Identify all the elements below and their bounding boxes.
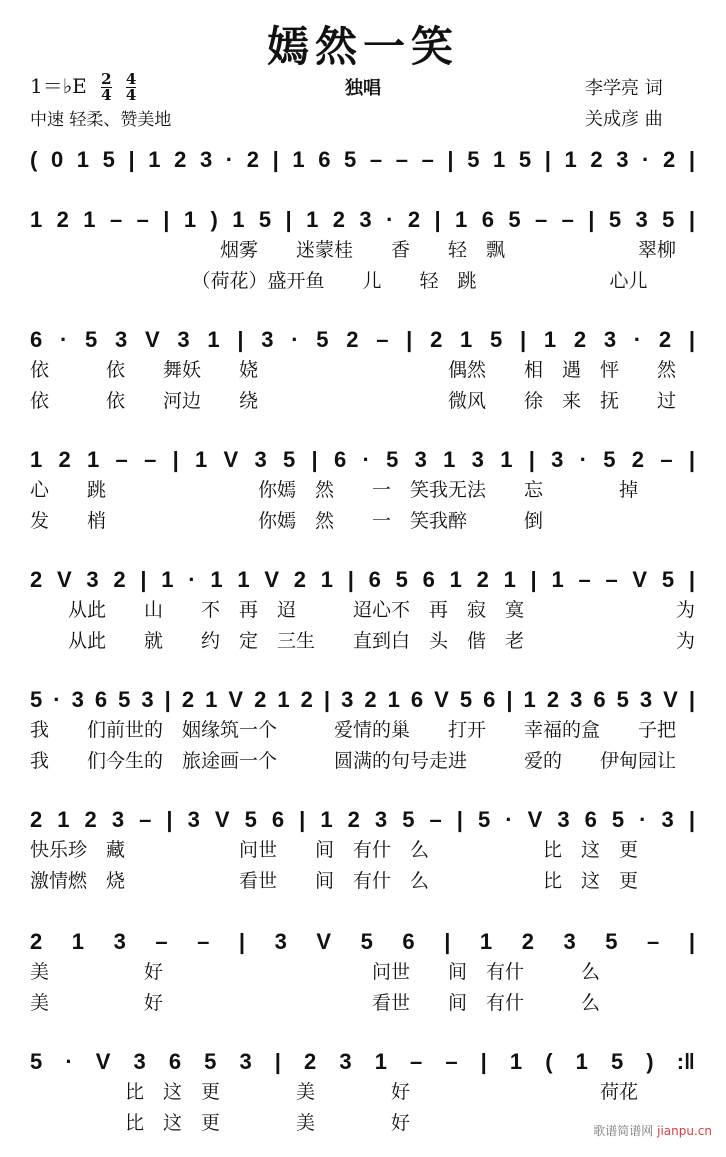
lyric-line: （荷花）盛开鱼 儿 轻 跳 心儿 bbox=[30, 270, 648, 292]
ts-top: 4 bbox=[125, 70, 137, 88]
watermark bbox=[593, 1122, 712, 1139]
lyric-line: 依 依 舞妖 娆 偶然 相 遇 怦 然 bbox=[30, 359, 677, 381]
lyric-line: 我 们前世的 姻缘筑一个 爱情的巢 打开 幸福的盒 子把 bbox=[30, 719, 677, 741]
lyric-line: 美 好 看世 间 有什 么 bbox=[30, 992, 601, 1014]
notation-system-6: 5 · 3 6 5 3 | 2 1 V 2 1 2 | 3 2 1 6 V 5 6 | 1 2 3 6 5 3 V | bbox=[30, 687, 695, 712]
lyric-line: 从此 山 不 再 迢 迢心不 再 寂 寞 为 bbox=[30, 599, 696, 621]
performance-type: 独唱 bbox=[345, 78, 381, 99]
lyric-line: 美 好 问世 间 有什 么 bbox=[30, 961, 601, 983]
lyric-line: 依 依 河边 绕 微风 徐 来 抚 过 bbox=[30, 390, 677, 412]
ts-top: 2 bbox=[101, 70, 112, 88]
key: 1＝♭E bbox=[30, 74, 87, 98]
notation-system-1: ( 0 1 5 | 1 2 3 · 2 | 1 6 5 – – – | 5 1 5 | 1 2 3 · 2 | bbox=[30, 147, 695, 172]
notation-system-7: 2 1 2 3 – | 3 V 5 6 | 1 2 3 5 – | 5 · V 3 6 5 · 3 | bbox=[30, 807, 695, 832]
lyric-line: 烟雾 迷蒙桂 香 轻 飘 翠柳 bbox=[30, 239, 677, 261]
notation-system-4: 1 2 1 – – | 1 V 3 5 | 6 · 5 3 1 3 1 | 3 · 5 2 – | bbox=[30, 447, 695, 472]
lyric-line: 激情燃 烧 看世 间 有什 么 比 这 更 bbox=[30, 870, 639, 892]
lyric-line: 比 这 更 美 好 bbox=[30, 1112, 411, 1134]
notation-system-9: 5 · V 3 6 5 3 | 2 3 1 – – | 1 ( 1 5 ) :‖ bbox=[30, 1049, 695, 1074]
ts-bottom: 4 bbox=[125, 86, 137, 104]
notation-system-2: 1 2 1 – – | 1 ) 1 5 | 1 2 3 · 2 | 1 6 5 – – | 5 3 5 | bbox=[30, 207, 695, 232]
song-title: 嫣然一笑 bbox=[266, 22, 459, 71]
lyric-line: 心 跳 你嫣 然 一 笑我无法 忘 掉 bbox=[30, 479, 639, 501]
tempo-marking: 中速 轻柔、赞美地 bbox=[30, 110, 172, 130]
composer: 关成彦 曲 bbox=[585, 109, 663, 130]
lyric-line: 发 梢 你嫣 然 一 笑我醉 倒 bbox=[30, 510, 544, 532]
lyric-line: 我 们今生的 旅途画一个 圆满的句号走进 爱的 伊甸园让 bbox=[30, 750, 677, 772]
notation-system-3: 6 · 5 3 V 3 1 | 3 · 5 2 – | 2 1 5 | 1 2 3 · 2 | bbox=[30, 327, 695, 352]
watermark-cn: 歌谱简谱网 bbox=[593, 1124, 654, 1138]
lyric-line: 快乐珍 藏 问世 间 有什 么 比 这 更 bbox=[30, 839, 639, 861]
watermark-url: jianpu.cn bbox=[657, 1124, 712, 1138]
lyric-line: 比 这 更 美 好 荷花 bbox=[30, 1081, 639, 1103]
notation-system-5: 2 V 3 2 | 1 · 1 1 V 2 1 | 6 5 6 1 2 1 | 1 – – V 5 | bbox=[30, 567, 695, 592]
lyric-line: 从此 就 约 定 三生 直到白 头 偕 老 为 bbox=[30, 630, 696, 652]
lyricist: 李学亮 词 bbox=[585, 78, 663, 99]
notation-system-8: 2 1 3 – – | 3 V 5 6 | 1 2 3 5 – | bbox=[30, 929, 695, 954]
ts-bottom: 4 bbox=[101, 86, 112, 104]
